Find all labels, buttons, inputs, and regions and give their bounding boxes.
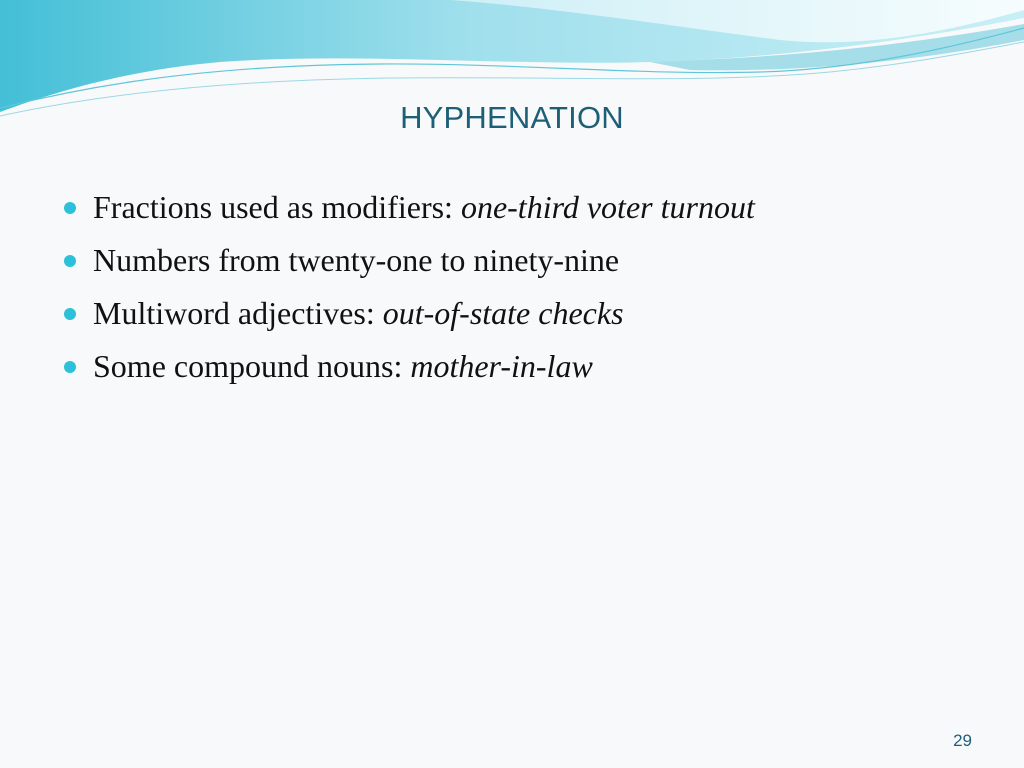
bullet-text: Numbers from twenty-one to ninety-nine: [93, 242, 620, 278]
bullet-example: mother-in-law: [410, 348, 593, 384]
bullet-item: [64, 292, 824, 334]
bullet-list: [64, 186, 824, 398]
bullet-text: Fractions used as modifiers:: [93, 189, 461, 225]
bullet-dot-icon: [64, 361, 76, 373]
bullet-dot-icon: [64, 255, 76, 267]
bullet-example: one-third voter turnout: [460, 189, 755, 225]
bullet-dot-icon: [64, 202, 76, 214]
bullet-text: Some compound nouns:: [93, 348, 411, 384]
slide-title: HYPHENATION: [400, 100, 624, 135]
bullet-text: Multiword adjectives:: [93, 295, 383, 331]
bullet-dot-icon: [64, 308, 76, 320]
bullet-item: [64, 186, 824, 228]
page-number: 29: [953, 731, 972, 750]
bullet-example: out-of-state checks: [382, 295, 624, 331]
bullet-item: [64, 345, 824, 387]
bullet-item: [64, 239, 824, 281]
